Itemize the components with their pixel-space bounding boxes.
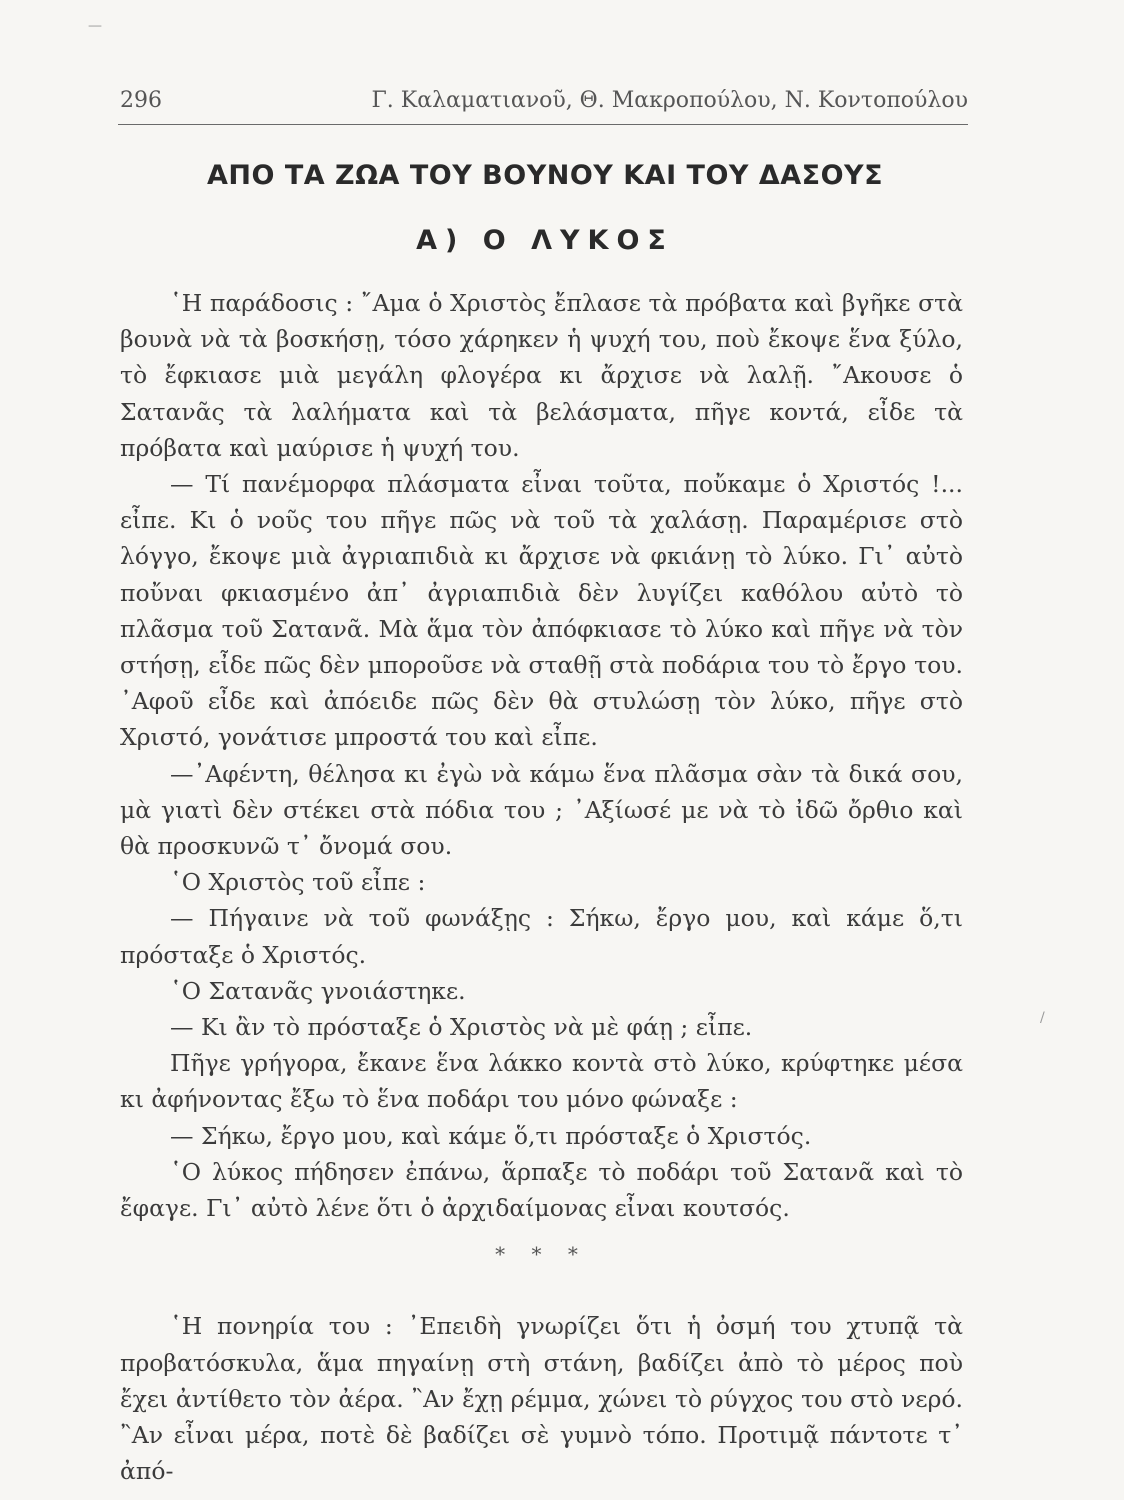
header-rule [118,124,968,125]
paragraph: — Τί πανέμορφα πλάσματα εἶναι τοῦτα, ποὔκαμε ὁ Χριστός !... εἶπε. Κι ὁ νοῦς του πῆγε πῶς νὰ τοῦ τὰ χαλάσῃ. Παραμέρισε στὸ λόγγο, ἔκοψε μιὰ ἀγριαπιδιὰ κι ἄρχισε νὰ φκιάνῃ τὸ λύκο. Γι᾿ αὐτὸ ποὔναι φκιασμένο ἀπ᾿ ἀγριαπιδιὰ δὲν λυγίζει καθόλου αὐτὸ τὸ πλᾶσμα τοῦ Σατανᾶ. Μὰ ἅμα τὸν ἀπόφκιασε τὸ λύκο καὶ πῆγε νὰ τὸν στήσῃ, εἶδε πῶς δὲν μποροῦσε νὰ σταθῇ στὰ ποδάρια του τὸ ἔργο του. ᾿Αφοῦ εἶδε καὶ ἀπόειδε πῶς δὲν θὰ στυλώσῃ τὸν λύκο, πῆγε στὸ Χριστό, γονάτισε μπροστά του καὶ εἶπε. [120,470,963,752]
paragraph: ῾Ο Χριστὸς τοῦ εἶπε : [170,868,426,897]
subsection-title: Α) Ο ΛΥΚΟΣ [416,225,674,256]
section-title: ΑΠΟ ΤΑ ΖΩΑ ΤΟΥ ΒΟΥΝΟΥ ΚΑΙ ΤΟΥ ΔΑΣΟΥΣ [206,160,884,191]
paragraph: — Πήγαινε νὰ τοῦ φωνάξῃς : Σήκω, ἔργο μου, καὶ κάμε ὅ,τι πρόσταξε ὁ Χριστός. [120,904,963,969]
paragraph: ῾Ο Σατανᾶς γνοιάστηκε. [170,976,466,1005]
section-separator: * * * [495,1242,588,1267]
paragraph: Πῆγε γρήγορα, ἔκανε ἕνα λάκκο κοντὰ στὸ λύκο, κρύφτηκε μέσα κι ἀφήνοντας ἔξω τὸ ἕνα ποδάρι του μόνο φώναξε : [120,1049,963,1114]
scan-mark: / [1040,1010,1045,1026]
paragraph: ῾Ο λύκος πήδησεν ἐπάνω, ἅρπαξε τὸ ποδάρι τοῦ Σατανᾶ καὶ τὸ ἔφαγε. Γι᾿ αὐτὸ λένε ὅτι ὁ ἀρχιδαίμονας εἶναι κουτσός. [120,1157,963,1223]
running-head [120,88,968,113]
paragraph: ῾Η παράδοσις : ῎Αμα ὁ Χριστὸς ἔπλασε τὰ πρόβατα καὶ βγῆκε στὰ βουνὰ νὰ τὰ βοσκήσῃ, τόσο χάρηκεν ἡ ψυχή του, ποὺ ἔκοψε ἕνα ξύλο, τὸ ἔφκιασε μιὰ μεγάλη φλογέρα κι ἄρχισε νὰ λαλῇ. ῎Ακουσε ὁ Σατανᾶς τὰ λαλήματα καὶ τὰ βελάσματα, πῆγε κοντά, εἶδε τὰ πρόβατα καὶ μαύρισε ἡ ψυχή του. [120,289,963,462]
body-text [120,285,963,1490]
paragraph: — Κι ἂν τὸ πρόσταξε ὁ Χριστὸς νὰ μὲ φάῃ ; εἶπε. [170,1013,753,1042]
scan-mark: — [88,18,102,34]
paragraph: — Σήκω, ἔργο μου, καὶ κάμε ὅ,τι πρόσταξε ὁ Χριστός. [170,1121,812,1150]
author-line: Γ. Καλαματιανοῦ, Θ. Μακροπούλου, Ν. Κοντοπούλου [371,88,968,113]
paragraph: ῾Η πονηρία του : ᾿Επειδὴ γνωρίζει ὅτι ἡ ὀσμή του χτυπᾷ τὰ προβατόσκυλα, ἅμα πηγαίνῃ στὴ στάνη, βαδίζει ἀπὸ τὸ μέρος ποὺ ἔχει ἀντίθετο τὸν ἀέρα. ῍Αν ἔχῃ ρέμμα, χώνει τὸ ρύγχος του στὸ νερό. ῍Αν εἶναι μέρα, ποτὲ δὲ βαδίζει σὲ γυμνὸ τόπο. Προτιμᾷ πάντοτε τ᾿ ἀπό- [120,1312,963,1486]
paragraph: —᾿Αφέντη, θέλησα κι ἐγὼ νὰ κάμω ἕνα πλᾶσμα σὰν τὰ δικά σου, μὰ γιατὶ δὲν στέκει στὰ πόδια του ; ᾿Αξίωσέ με νὰ τὸ ἰδῶ ὄρθιο καὶ θὰ προσκυνῶ τ᾿ ὄνομά σου. [120,759,963,861]
page-number: 296 [120,88,162,113]
